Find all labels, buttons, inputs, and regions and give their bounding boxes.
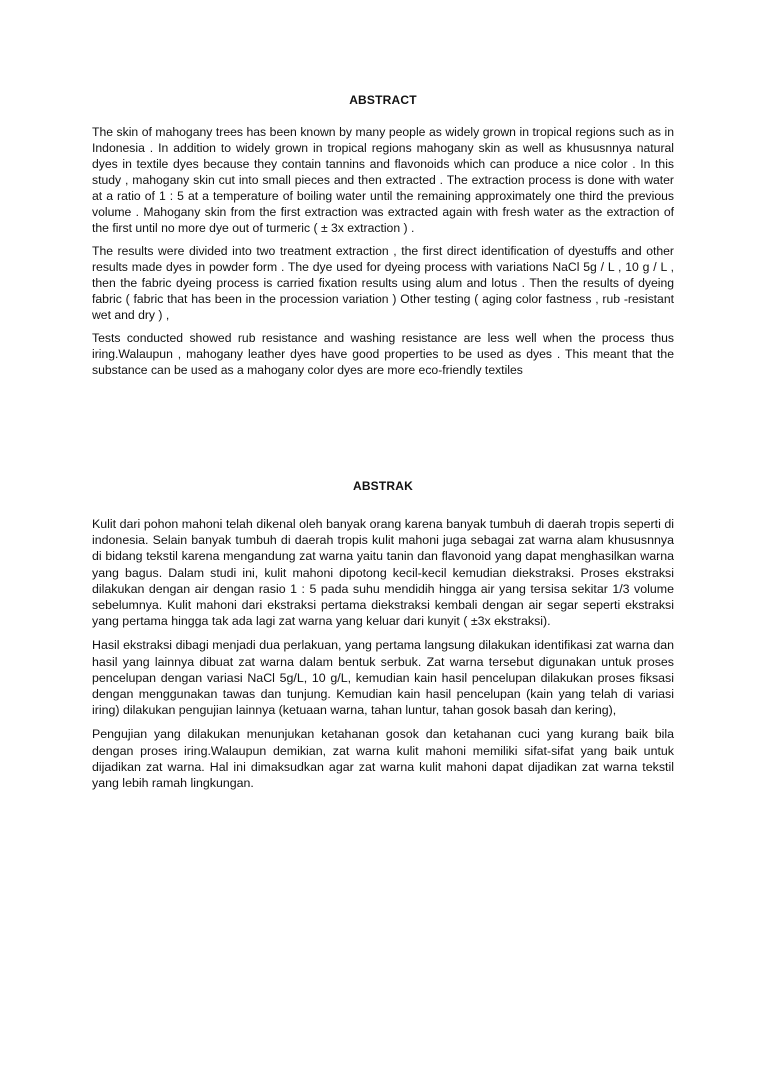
abstrak-paragraph-2: Hasil ekstraksi dibagi menjadi dua perlakuan, yang pertama langsung dilakukan identifikasi zat warna dan hasil yang lainnya dibuat zat warna dalam bentuk serbuk. Zat warna tersebut digunakan untuk proses pencelupan dengan variasi NaCl 5g/L, 10 g/L, kemudian kain hasil pencelupan dilakukan proses fiksasi dengan menggunakan tawas dan tunjung. Kemudian kain hasil pencelupan (kain yang telah di variasi iring) dilakukan pengujian lainnya (ketuaan warna, tahan luntur, tahan gosok basah dan kering),	[92, 638, 674, 718]
abstrak-paragraph-1: Kulit dari pohon mahoni telah dikenal oleh banyak orang karena banyak tumbuh di daerah tropis seperti di indonesia. Selain banyak tumbuh di daerah tropis kulit mahoni juga sebagai zat warna alam khususnnya di bidang tekstil karena mengandung zat warna yaitu tanin dan flavonoid yang dapat menghasilkan warna yang bagus. Dalam studi ini, kulit mahoni dipotong kecil-kecil kemudian diekstraksi. Proses ekstraksi dilakukan dengan air dengan rasio 1 : 5 pada suhu mendidih hingga air yang tersisa sekitar 1/3 volume sebelumnya. Kulit mahoni dari ekstraksi pertama diekstraksi kembali dengan air segar seperti ekstraksi yang pertama hingga tak ada lagi zat warna yang keluar dari kunyit ( ±3x ekstraksi).	[92, 517, 674, 629]
abstract-paragraph-3: Tests conducted showed rub resistance and washing resistance are less well when the process thus iring.Walaupun , mahogany leather dyes have good properties to be used as dyes . This meant that the substance can be used as a mahogany color dyes are more eco-friendly textiles	[92, 331, 674, 377]
abstrak-heading: ABSTRAK	[352, 479, 414, 493]
abstract-paragraph-1: The skin of mahogany trees has been known by many people as widely grown in tropical regions such as in Indonesia . In addition to widely grown in tropical regions mahogany skin as well as khususnnya natural dyes in textile dyes because they contain tannins and flavonoids which can produce a nice color . In this study , mahogany skin cut into small pieces and then extracted . The extraction process is done with water at a ratio of 1 : 5 at a temperature of boiling water until the remaining approximately one third the previous volume . Mahogany skin from the first extraction was extracted again with fresh water as the extraction of the first until no more dye out of turmeric ( ± 3x extraction ) .	[92, 125, 674, 235]
abstrak-paragraph-3: Pengujian yang dilakukan menunjukan ketahanan gosok dan ketahanan cuci yang kurang baik bila dengan proses iring.Walaupun demikian, zat warna kulit mahoni memiliki sifat-sifat yang baik untuk dijadikan zat warna. Hal ini dimaksudkan agar zat warna kulit mahoni dapat dijadikan zat warna tekstil yang lebih ramah lingkungan.	[92, 727, 674, 791]
abstract-paragraph-2: The results were divided into two treatment extraction , the first direct identification of dyestuffs and other results made dyes in powder form . The dye used for dyeing process with variations NaCl 5g / L , 10 g / L , then the fabric dyeing process is carried fixation results using alum and lotus . Then the results of dyeing fabric ( fabric that has been in the procession variation ) Other testing ( aging color fastness , rub -resistant wet and dry ) ,	[92, 244, 674, 322]
abstract-indonesian	[92, 478, 674, 799]
abstract-heading: ABSTRACT	[349, 93, 417, 107]
abstract-english	[92, 92, 674, 385]
